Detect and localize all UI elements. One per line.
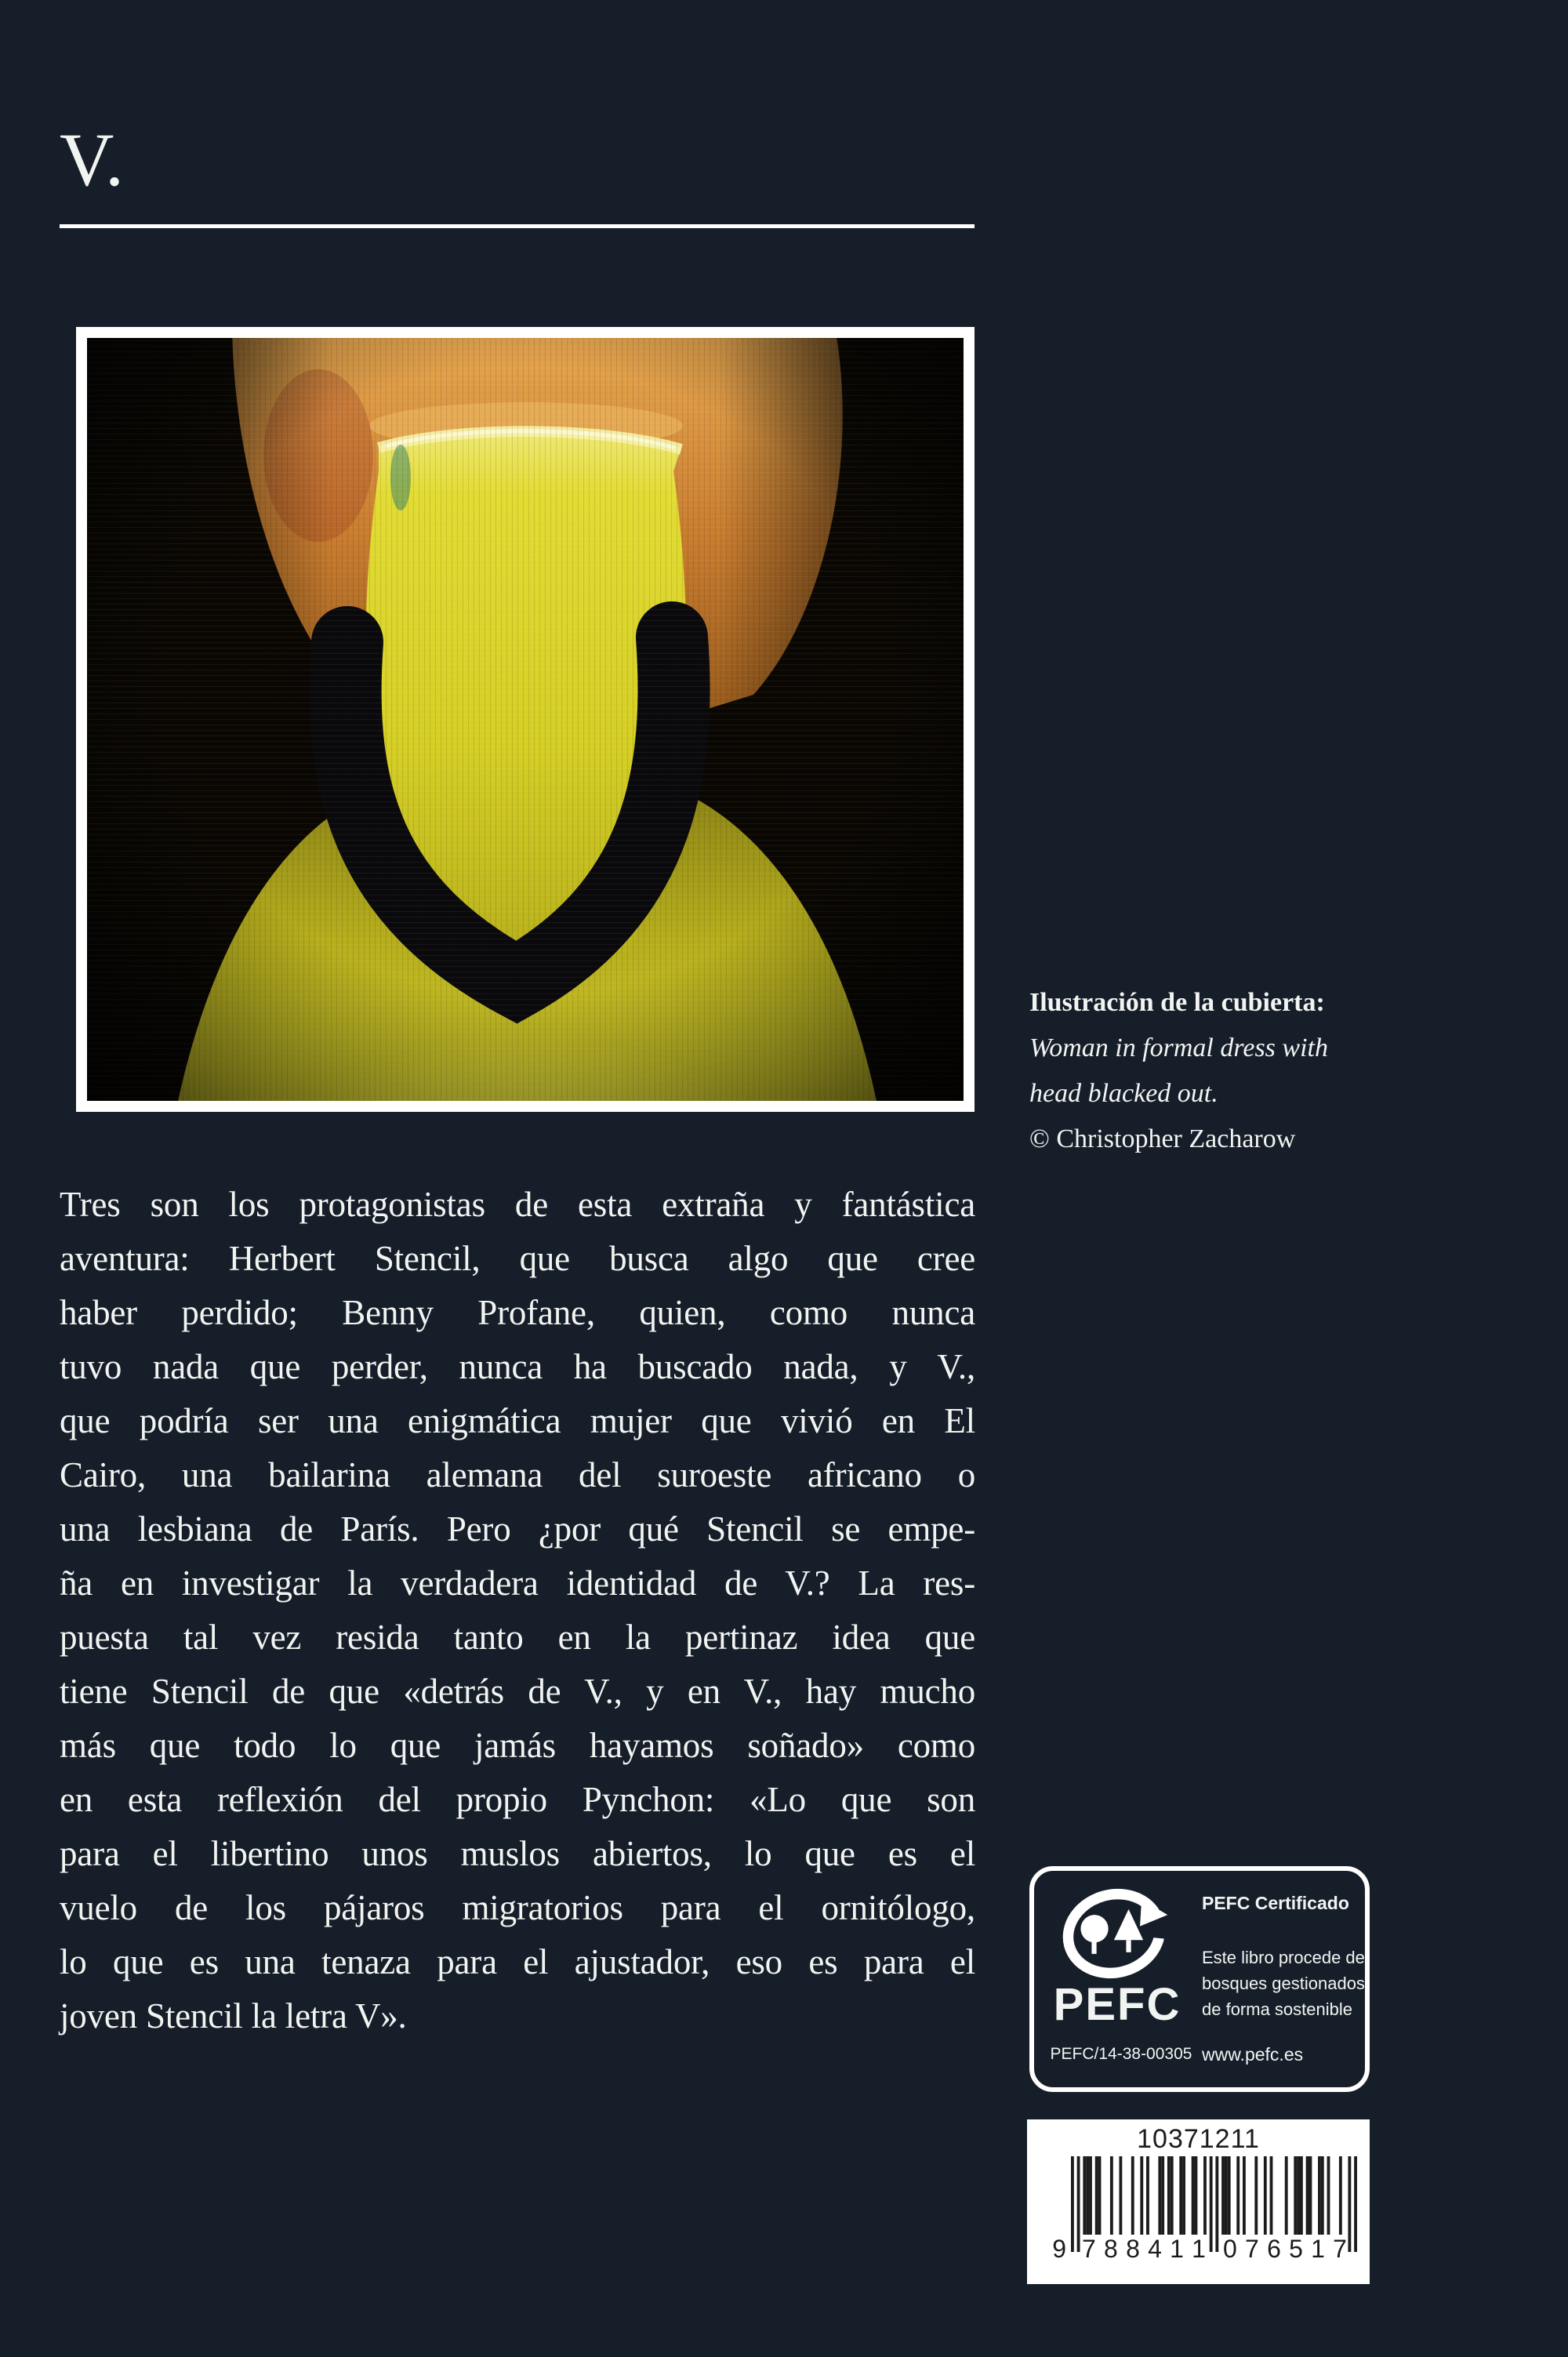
barcode-digit: 1 xyxy=(1311,2235,1325,2263)
pefc-heading: PEFC Certificado xyxy=(1202,1893,1349,1913)
pefc-certification-box xyxy=(1029,1866,1370,2092)
barcode-digit: 7 xyxy=(1245,2235,1259,2263)
barcode-digit: 1 xyxy=(1192,2235,1206,2263)
synopsis-line: aventura: Herbert Stencil, que busca algo que cree xyxy=(60,1239,975,1278)
barcode-digit: 1 xyxy=(1170,2235,1184,2263)
synopsis-line: Tres son los protagonistas de esta extraña y fantástica xyxy=(60,1185,975,1224)
pefc-description-line: Este libro procede de xyxy=(1202,1948,1365,1967)
synopsis xyxy=(60,1178,975,2043)
synopsis-line: haber perdido; Benny Profane, quien, como nunca xyxy=(60,1293,975,1332)
cover-illustration-frame xyxy=(76,327,975,1112)
barcode-digit: 7 xyxy=(1333,2235,1347,2263)
caption-work-title-line: Woman in formal dress with xyxy=(1029,1033,1328,1062)
synopsis-line: ña en investigar la verdadera identidad de V.? La res- xyxy=(60,1563,975,1603)
barcode-digit-first: 9 xyxy=(1052,2235,1066,2263)
pefc-url: www.pefc.es xyxy=(1202,2044,1304,2065)
synopsis-line: puesta tal vez resida tanto en la pertinaz idea que xyxy=(60,1618,975,1657)
title-rule xyxy=(60,224,975,228)
synopsis-line: para el libertino unos muslos abiertos, lo que es el xyxy=(60,1834,975,1873)
synopsis-line: vuelo de los pájaros migratorios para el ornitólogo, xyxy=(60,1888,975,1927)
pefc-logo-icon xyxy=(1054,1888,1178,1979)
caption-work-title-line: head blacked out. xyxy=(1029,1079,1218,1108)
barcode-digit: 8 xyxy=(1104,2235,1118,2263)
barcode-label xyxy=(1027,2119,1370,2284)
barcode-digit: 6 xyxy=(1267,2235,1281,2263)
pefc-description-line: de forma sostenible xyxy=(1202,1999,1352,2019)
barcode-digit: 8 xyxy=(1126,2235,1140,2263)
cover-painting xyxy=(87,338,964,1101)
caption-work-title xyxy=(1029,1026,1515,1117)
synopsis-line: una lesbiana de París. Pero ¿por qué Stencil se empe- xyxy=(60,1509,975,1549)
barcode-digit: 7 xyxy=(1082,2235,1096,2263)
barcode-digits-left xyxy=(1082,2235,1206,2264)
synopsis-line: Cairo, una bailarina alemana del suroeste africano o xyxy=(60,1455,975,1494)
synopsis-line: lo que es una tenaza para el ajustador, eso es para el xyxy=(60,1942,975,1981)
barcode-digit: 0 xyxy=(1223,2235,1237,2263)
pefc-license-number: PEFC/14-38-00305 xyxy=(1050,2045,1192,2063)
barcode-digits-right xyxy=(1223,2235,1347,2264)
synopsis-line: joven Stencil la letra V». xyxy=(60,1996,407,2036)
illustration-caption xyxy=(1029,980,1515,1162)
page-title: V. xyxy=(60,118,125,202)
synopsis-line: que podría ser una enigmática mujer que vivió en El xyxy=(60,1401,975,1440)
synopsis-line: en esta reflexión del propio Pynchon: «Lo que son xyxy=(60,1780,975,1819)
barcode-digit: 4 xyxy=(1148,2235,1162,2263)
pefc-wordmark: PEFC xyxy=(1053,1979,1181,2030)
pefc-description-line: bosques gestionados xyxy=(1202,1974,1365,1993)
synopsis-line: más que todo lo que jamás hayamos soñado» como xyxy=(60,1726,975,1765)
caption-credit: © Christopher Zacharow xyxy=(1029,1124,1296,1153)
caption-heading: Ilustración de la cubierta: xyxy=(1029,988,1325,1017)
barcode-digit: 5 xyxy=(1289,2235,1303,2263)
synopsis-line: tuvo nada que perder, nunca ha buscado nada, y V., xyxy=(60,1347,975,1386)
synopsis-line: tiene Stencil de que «detrás de V., y en V., hay mucho xyxy=(60,1672,975,1711)
barcode-top-number: 10371211 xyxy=(1137,2124,1260,2154)
pefc-description xyxy=(1202,1945,1365,2022)
